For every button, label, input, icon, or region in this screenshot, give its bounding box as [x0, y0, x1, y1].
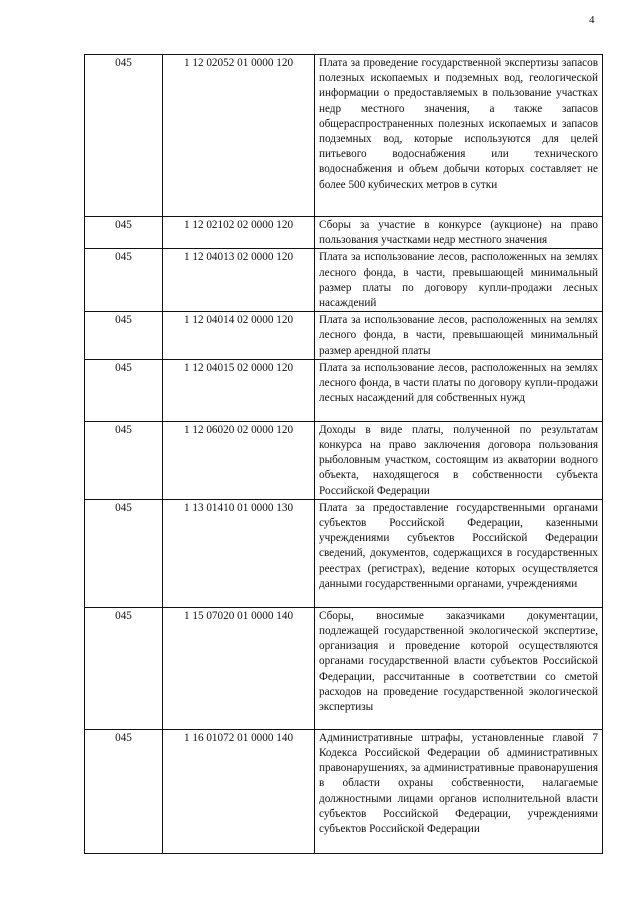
table-row: [85, 249, 603, 312]
budget-code-cell: 1 12 06020 02 0000 120: [163, 421, 315, 499]
revenue-name-cell: Административные штрафы, установленные главой 7 Кодекса Российской Федерации об административных правонарушениях, за административные правонарушения в области охраны собственности, налагаемые должностными лицами органов исполнительной власти субъектов Российской Федерации, учреждениями субъектов Российской Федерации: [315, 729, 603, 853]
table-row: [85, 729, 603, 853]
budget-code-cell: 1 12 04013 02 0000 120: [163, 249, 315, 312]
table-body: [85, 55, 603, 854]
table-row: [85, 312, 603, 360]
admin-code-cell: 045: [85, 729, 163, 853]
admin-code-cell: 045: [85, 359, 163, 421]
admin-code-cell: 045: [85, 421, 163, 499]
admin-code-cell: 045: [85, 607, 163, 729]
table-row: [85, 359, 603, 421]
table-row: [85, 499, 603, 607]
budget-code-cell: 1 16 01072 01 0000 140: [163, 729, 315, 853]
revenue-name-cell: Сборы, вносимые заказчиками документации, подлежащей государственной экологической экспертизе, организация и проведение которой осуществляются органами государственной власти субъектов Российской Федерации, рассчитанные в соответствии со сметой расходов на проведение государственной экологической экспертизы: [315, 607, 603, 729]
budget-code-cell: 1 13 01410 01 0000 130: [163, 499, 315, 607]
admin-code-cell: 045: [85, 312, 163, 360]
admin-code-cell: 045: [85, 249, 163, 312]
budget-code-cell: 1 12 04014 02 0000 120: [163, 312, 315, 360]
revenue-name-cell: Плата за использование лесов, расположенных на землях лесного фонда, в части, превышающей минимальный размер платы по договору купли-продажи лесных насаждений: [315, 249, 603, 312]
revenue-name-cell: Плата за проведение государственной экспертизы запасов полезных ископаемых и подземных вод, геологической информации о предоставляемых в пользование участках недр местного значения, а также запасов общераспространенных полезных ископаемых и запасов подземных вод, которые используются для целей питьевого водоснабжения или технического водоснабжения и объем добычи которых составляет не более 500 кубических метров в сутки: [315, 55, 603, 217]
budget-code-cell: 1 12 02052 01 0000 120: [163, 55, 315, 217]
table-row: [85, 217, 603, 249]
revenue-codes-table: [84, 54, 603, 854]
table-row: [85, 421, 603, 499]
table-row: [85, 55, 603, 217]
admin-code-cell: 045: [85, 499, 163, 607]
admin-code-cell: 045: [85, 217, 163, 249]
budget-code-cell: 1 12 02102 02 0000 120: [163, 217, 315, 249]
budget-code-cell: 1 15 07020 01 0000 140: [163, 607, 315, 729]
revenue-name-cell: Сборы за участие в конкурсе (аукционе) на право пользования участками недр местного значения: [315, 217, 603, 249]
table-row: [85, 607, 603, 729]
revenue-name-cell: Доходы в виде платы, полученной по результатам конкурса на право заключения договора пользования рыболовным участком, состоящим из акватории водного объекта, находящегося в собственности субъекта Российской Федерации: [315, 421, 603, 499]
budget-code-cell: 1 12 04015 02 0000 120: [163, 359, 315, 421]
admin-code-cell: 045: [85, 55, 163, 217]
revenue-name-cell: Плата за использование лесов, расположенных на землях лесного фонда, в части, превышающей минимальный размер арендной платы: [315, 312, 603, 360]
page-number: 4: [589, 14, 595, 26]
revenue-name-cell: Плата за предоставление государственными органами субъектов Российской Федерации, казенными учреждениями субъектов Российской Федерации сведений, документов, содержащихся в государственных реестрах (регистрах), ведение которых осуществляется данными государственными органами, учреждениями: [315, 499, 603, 607]
revenue-name-cell: Плата за использование лесов, расположенных на землях лесного фонда, в части платы по договору купли-продажи лесных насаждений для собственных нужд: [315, 359, 603, 421]
